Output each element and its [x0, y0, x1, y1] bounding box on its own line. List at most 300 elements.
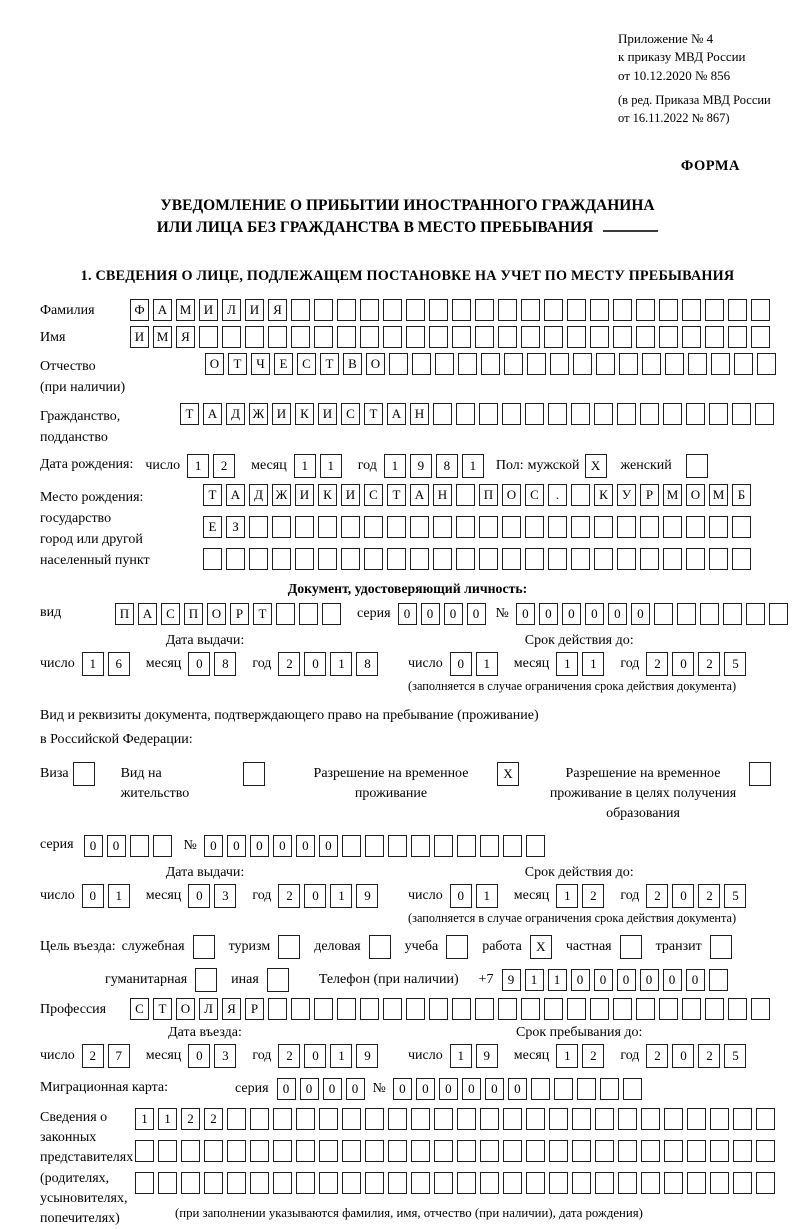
char-box[interactable]: 0 [84, 835, 103, 857]
char-box[interactable]: 0 [416, 1078, 435, 1100]
char-box[interactable] [700, 603, 719, 625]
char-box[interactable]: 2 [204, 1108, 223, 1130]
char-box[interactable]: О [176, 998, 195, 1020]
char-box[interactable]: У [617, 484, 636, 506]
char-box[interactable]: 0 [585, 603, 604, 625]
char-box[interactable]: 0 [82, 884, 104, 908]
char-box[interactable] [526, 1140, 545, 1162]
char-box[interactable]: 0 [686, 969, 705, 991]
char-box[interactable] [686, 516, 705, 538]
char-box[interactable] [314, 299, 333, 321]
char-box[interactable]: 0 [273, 835, 292, 857]
char-box[interactable] [659, 998, 678, 1020]
char-box[interactable] [181, 1140, 200, 1162]
char-box[interactable]: Я [268, 299, 287, 321]
char-box[interactable]: Т [228, 353, 247, 375]
char-box[interactable] [434, 1140, 453, 1162]
char-box[interactable] [663, 548, 682, 570]
char-box[interactable]: 0 [277, 1078, 296, 1100]
char-box[interactable] [619, 353, 638, 375]
char-box[interactable] [664, 1172, 683, 1194]
char-box[interactable] [360, 326, 379, 348]
char-box[interactable] [458, 353, 477, 375]
char-box[interactable] [654, 603, 673, 625]
char-box[interactable] [594, 516, 613, 538]
char-box[interactable]: М [176, 299, 195, 321]
char-box[interactable] [276, 603, 295, 625]
char-box[interactable] [296, 1140, 315, 1162]
char-box[interactable] [613, 998, 632, 1020]
char-box[interactable] [249, 516, 268, 538]
char-box[interactable]: 0 [346, 1078, 365, 1100]
char-box[interactable] [751, 299, 770, 321]
char-box[interactable] [640, 403, 659, 425]
char-box[interactable] [365, 1108, 384, 1130]
char-box[interactable] [319, 1172, 338, 1194]
char-box[interactable] [314, 998, 333, 1020]
char-box[interactable]: Д [226, 403, 245, 425]
char-box[interactable] [410, 548, 429, 570]
char-box[interactable]: 0 [672, 652, 694, 676]
char-box[interactable] [249, 548, 268, 570]
char-box[interactable] [640, 548, 659, 570]
char-box[interactable] [677, 603, 696, 625]
char-box[interactable] [757, 353, 776, 375]
char-box[interactable]: Д [249, 484, 268, 506]
char-box[interactable] [364, 516, 383, 538]
char-box[interactable]: 0 [188, 652, 210, 676]
char-box[interactable] [617, 516, 636, 538]
char-box[interactable]: О [686, 484, 705, 506]
char-box[interactable]: 2 [698, 1044, 720, 1068]
char-box[interactable]: 2 [278, 1044, 300, 1068]
char-box[interactable] [411, 1140, 430, 1162]
char-box[interactable]: 0 [300, 1078, 319, 1100]
char-box[interactable] [595, 1140, 614, 1162]
char-box[interactable] [342, 1108, 361, 1130]
char-box[interactable]: Т [320, 353, 339, 375]
char-box[interactable] [387, 516, 406, 538]
char-box[interactable] [480, 1108, 499, 1130]
char-box[interactable] [434, 1172, 453, 1194]
char-box[interactable]: И [245, 299, 264, 321]
char-box[interactable]: 0 [250, 835, 269, 857]
char-box[interactable] [641, 1172, 660, 1194]
char-box[interactable]: Р [230, 603, 249, 625]
char-box[interactable] [502, 548, 521, 570]
char-box[interactable]: 0 [562, 603, 581, 625]
char-box[interactable] [452, 998, 471, 1020]
char-box[interactable] [636, 299, 655, 321]
char-box[interactable] [227, 1172, 246, 1194]
char-box[interactable]: П [184, 603, 203, 625]
char-box[interactable] [686, 403, 705, 425]
char-box[interactable] [268, 998, 287, 1020]
char-box[interactable] [709, 516, 728, 538]
char-box[interactable] [686, 454, 708, 478]
char-box[interactable] [502, 516, 521, 538]
char-box[interactable] [594, 403, 613, 425]
char-box[interactable] [480, 835, 499, 857]
char-box[interactable]: К [594, 484, 613, 506]
char-box[interactable] [475, 326, 494, 348]
char-box[interactable]: 1 [556, 884, 578, 908]
char-box[interactable]: А [153, 299, 172, 321]
char-box[interactable] [135, 1140, 154, 1162]
char-box[interactable]: О [205, 353, 224, 375]
char-box[interactable] [383, 998, 402, 1020]
char-box[interactable] [475, 998, 494, 1020]
char-box[interactable]: Н [433, 484, 452, 506]
char-box[interactable] [640, 516, 659, 538]
char-box[interactable] [457, 1172, 476, 1194]
char-box[interactable]: С [297, 353, 316, 375]
char-box[interactable] [521, 299, 540, 321]
char-box[interactable]: Р [640, 484, 659, 506]
char-box[interactable] [480, 1140, 499, 1162]
char-box[interactable]: 0 [421, 603, 440, 625]
char-box[interactable]: Р [245, 998, 264, 1020]
char-box[interactable]: 2 [82, 1044, 104, 1068]
char-box[interactable]: Ж [272, 484, 291, 506]
char-box[interactable] [549, 1108, 568, 1130]
char-box[interactable] [479, 548, 498, 570]
char-box[interactable] [636, 326, 655, 348]
char-box[interactable]: X [530, 935, 552, 959]
char-box[interactable] [709, 403, 728, 425]
char-box[interactable] [227, 1108, 246, 1130]
char-box[interactable] [641, 1108, 660, 1130]
char-box[interactable]: 0 [204, 835, 223, 857]
char-box[interactable]: 2 [582, 884, 604, 908]
char-box[interactable]: 1 [525, 969, 544, 991]
char-box[interactable] [295, 548, 314, 570]
char-box[interactable] [571, 403, 590, 425]
char-box[interactable]: П [479, 484, 498, 506]
char-box[interactable]: К [318, 484, 337, 506]
char-box[interactable]: 1 [330, 1044, 352, 1068]
char-box[interactable] [291, 998, 310, 1020]
char-box[interactable] [250, 1172, 269, 1194]
char-box[interactable] [498, 326, 517, 348]
char-box[interactable] [388, 1172, 407, 1194]
char-box[interactable]: 0 [450, 884, 472, 908]
char-box[interactable] [204, 1140, 223, 1162]
char-box[interactable]: 0 [467, 603, 486, 625]
char-box[interactable]: С [364, 484, 383, 506]
char-box[interactable] [446, 935, 468, 959]
char-box[interactable]: 0 [631, 603, 650, 625]
char-box[interactable] [319, 1140, 338, 1162]
char-box[interactable]: Т [203, 484, 222, 506]
char-box[interactable] [710, 1172, 729, 1194]
char-box[interactable] [550, 353, 569, 375]
char-box[interactable] [531, 1078, 550, 1100]
char-box[interactable] [544, 326, 563, 348]
char-box[interactable]: 1 [330, 652, 352, 676]
char-box[interactable] [618, 1108, 637, 1130]
char-box[interactable]: 1 [108, 884, 130, 908]
char-box[interactable] [526, 1172, 545, 1194]
char-box[interactable]: X [585, 454, 607, 478]
char-box[interactable]: С [341, 403, 360, 425]
char-box[interactable] [322, 603, 341, 625]
char-box[interactable] [73, 762, 95, 786]
char-box[interactable] [732, 403, 751, 425]
char-box[interactable]: Т [364, 403, 383, 425]
char-box[interactable]: 2 [698, 652, 720, 676]
char-box[interactable] [433, 403, 452, 425]
char-box[interactable] [526, 1108, 545, 1130]
char-box[interactable] [383, 299, 402, 321]
char-box[interactable] [341, 548, 360, 570]
char-box[interactable]: И [272, 403, 291, 425]
char-box[interactable]: И [318, 403, 337, 425]
char-box[interactable] [664, 1140, 683, 1162]
char-box[interactable] [502, 403, 521, 425]
char-box[interactable] [688, 353, 707, 375]
char-box[interactable]: 2 [646, 1044, 668, 1068]
char-box[interactable] [388, 1108, 407, 1130]
char-box[interactable] [723, 603, 742, 625]
char-box[interactable] [590, 998, 609, 1020]
char-box[interactable] [554, 1078, 573, 1100]
char-box[interactable]: 1 [82, 652, 104, 676]
char-box[interactable] [746, 603, 765, 625]
char-box[interactable]: 1 [462, 454, 484, 478]
char-box[interactable] [572, 1140, 591, 1162]
char-box[interactable] [590, 326, 609, 348]
char-box[interactable] [600, 1078, 619, 1100]
char-box[interactable] [572, 1108, 591, 1130]
char-box[interactable] [687, 1108, 706, 1130]
char-box[interactable] [503, 835, 522, 857]
char-box[interactable]: 0 [640, 969, 659, 991]
char-box[interactable]: 5 [724, 1044, 746, 1068]
char-box[interactable] [434, 835, 453, 857]
char-box[interactable] [388, 1140, 407, 1162]
char-box[interactable]: И [295, 484, 314, 506]
char-box[interactable] [456, 516, 475, 538]
char-box[interactable] [618, 1140, 637, 1162]
char-box[interactable]: 0 [462, 1078, 481, 1100]
char-box[interactable] [452, 299, 471, 321]
char-box[interactable]: 0 [188, 884, 210, 908]
char-box[interactable] [544, 998, 563, 1020]
char-box[interactable]: 2 [181, 1108, 200, 1130]
char-box[interactable] [590, 299, 609, 321]
char-box[interactable] [195, 968, 217, 992]
char-box[interactable] [769, 603, 788, 625]
char-box[interactable] [273, 1172, 292, 1194]
char-box[interactable] [337, 326, 356, 348]
char-box[interactable] [342, 1172, 361, 1194]
char-box[interactable] [273, 1108, 292, 1130]
char-box[interactable]: 7 [108, 1044, 130, 1068]
char-box[interactable] [227, 1140, 246, 1162]
char-box[interactable]: 3 [214, 1044, 236, 1068]
char-box[interactable]: 0 [107, 835, 126, 857]
char-box[interactable] [387, 548, 406, 570]
char-box[interactable] [733, 1108, 752, 1130]
char-box[interactable] [250, 1108, 269, 1130]
char-box[interactable] [429, 299, 448, 321]
char-box[interactable]: 0 [450, 652, 472, 676]
char-box[interactable] [617, 403, 636, 425]
char-box[interactable]: 0 [304, 884, 326, 908]
char-box[interactable] [291, 299, 310, 321]
char-box[interactable] [734, 353, 753, 375]
char-box[interactable] [544, 299, 563, 321]
char-box[interactable] [337, 998, 356, 1020]
char-box[interactable]: Е [274, 353, 293, 375]
char-box[interactable] [411, 1172, 430, 1194]
char-box[interactable] [728, 326, 747, 348]
char-box[interactable]: 1 [548, 969, 567, 991]
char-box[interactable] [641, 1140, 660, 1162]
char-box[interactable] [411, 835, 430, 857]
char-box[interactable]: 1 [582, 652, 604, 676]
char-box[interactable] [222, 326, 241, 348]
char-box[interactable] [756, 1140, 775, 1162]
char-box[interactable]: 0 [508, 1078, 527, 1100]
char-box[interactable]: 8 [214, 652, 236, 676]
char-box[interactable]: А [203, 403, 222, 425]
char-box[interactable] [682, 299, 701, 321]
char-box[interactable] [364, 548, 383, 570]
char-box[interactable] [617, 548, 636, 570]
char-box[interactable] [548, 548, 567, 570]
char-box[interactable] [226, 548, 245, 570]
char-box[interactable] [526, 835, 545, 857]
char-box[interactable] [749, 762, 771, 786]
char-box[interactable]: 1 [450, 1044, 472, 1068]
char-box[interactable] [299, 603, 318, 625]
char-box[interactable] [481, 353, 500, 375]
char-box[interactable]: Ж [249, 403, 268, 425]
char-box[interactable]: Т [153, 998, 172, 1020]
char-box[interactable] [318, 548, 337, 570]
char-box[interactable]: 0 [188, 1044, 210, 1068]
char-box[interactable] [337, 299, 356, 321]
char-box[interactable]: А [410, 484, 429, 506]
char-box[interactable]: 1 [556, 652, 578, 676]
char-box[interactable]: 1 [135, 1108, 154, 1130]
char-box[interactable]: 0 [608, 603, 627, 625]
char-box[interactable] [479, 403, 498, 425]
char-box[interactable]: 2 [646, 884, 668, 908]
char-box[interactable]: 1 [294, 454, 316, 478]
char-box[interactable] [296, 1108, 315, 1130]
char-box[interactable] [434, 1108, 453, 1130]
char-box[interactable]: 0 [323, 1078, 342, 1100]
char-box[interactable] [130, 835, 149, 857]
char-box[interactable] [158, 1140, 177, 1162]
char-box[interactable] [733, 1172, 752, 1194]
char-box[interactable]: С [130, 998, 149, 1020]
char-box[interactable]: Н [410, 403, 429, 425]
char-box[interactable]: 9 [410, 454, 432, 478]
char-box[interactable] [549, 1172, 568, 1194]
char-box[interactable] [709, 548, 728, 570]
char-box[interactable] [267, 968, 289, 992]
char-box[interactable]: 0 [663, 969, 682, 991]
char-box[interactable]: . [548, 484, 567, 506]
char-box[interactable] [548, 516, 567, 538]
char-box[interactable] [406, 998, 425, 1020]
char-box[interactable] [525, 403, 544, 425]
char-box[interactable]: С [161, 603, 180, 625]
char-box[interactable]: 0 [393, 1078, 412, 1100]
char-box[interactable]: И [199, 299, 218, 321]
char-box[interactable] [525, 516, 544, 538]
char-box[interactable] [756, 1108, 775, 1130]
char-box[interactable] [705, 998, 724, 1020]
char-box[interactable] [456, 403, 475, 425]
char-box[interactable] [527, 353, 546, 375]
char-box[interactable]: 0 [571, 969, 590, 991]
char-box[interactable] [548, 403, 567, 425]
char-box[interactable]: 0 [227, 835, 246, 857]
char-box[interactable]: 0 [444, 603, 463, 625]
char-box[interactable] [457, 1140, 476, 1162]
char-box[interactable] [636, 998, 655, 1020]
char-box[interactable] [709, 969, 728, 991]
char-box[interactable]: Л [199, 998, 218, 1020]
char-box[interactable] [204, 1172, 223, 1194]
char-box[interactable]: Т [180, 403, 199, 425]
char-box[interactable]: 0 [539, 603, 558, 625]
char-box[interactable] [433, 548, 452, 570]
char-box[interactable]: 2 [582, 1044, 604, 1068]
char-box[interactable]: 8 [356, 652, 378, 676]
char-box[interactable] [278, 935, 300, 959]
char-box[interactable]: 1 [476, 884, 498, 908]
char-box[interactable] [659, 299, 678, 321]
char-box[interactable] [503, 1172, 522, 1194]
char-box[interactable] [199, 326, 218, 348]
char-box[interactable] [613, 299, 632, 321]
char-box[interactable]: О [207, 603, 226, 625]
char-box[interactable]: О [502, 484, 521, 506]
char-box[interactable]: И [341, 484, 360, 506]
char-box[interactable] [728, 299, 747, 321]
char-box[interactable] [135, 1172, 154, 1194]
char-box[interactable] [433, 516, 452, 538]
char-box[interactable] [567, 998, 586, 1020]
char-box[interactable]: 5 [724, 884, 746, 908]
char-box[interactable]: С [525, 484, 544, 506]
char-box[interactable] [577, 1078, 596, 1100]
char-box[interactable] [710, 935, 732, 959]
char-box[interactable]: П [115, 603, 134, 625]
char-box[interactable]: И [130, 326, 149, 348]
char-box[interactable] [360, 998, 379, 1020]
char-box[interactable] [456, 484, 475, 506]
char-box[interactable]: 8 [436, 454, 458, 478]
char-box[interactable]: 0 [319, 835, 338, 857]
char-box[interactable]: М [663, 484, 682, 506]
char-box[interactable] [498, 998, 517, 1020]
char-box[interactable]: Е [203, 516, 222, 538]
char-box[interactable] [203, 548, 222, 570]
char-box[interactable]: 1 [320, 454, 342, 478]
char-box[interactable] [406, 299, 425, 321]
char-box[interactable] [623, 1078, 642, 1100]
char-box[interactable] [504, 353, 523, 375]
char-box[interactable]: 3 [214, 884, 236, 908]
char-box[interactable] [663, 403, 682, 425]
